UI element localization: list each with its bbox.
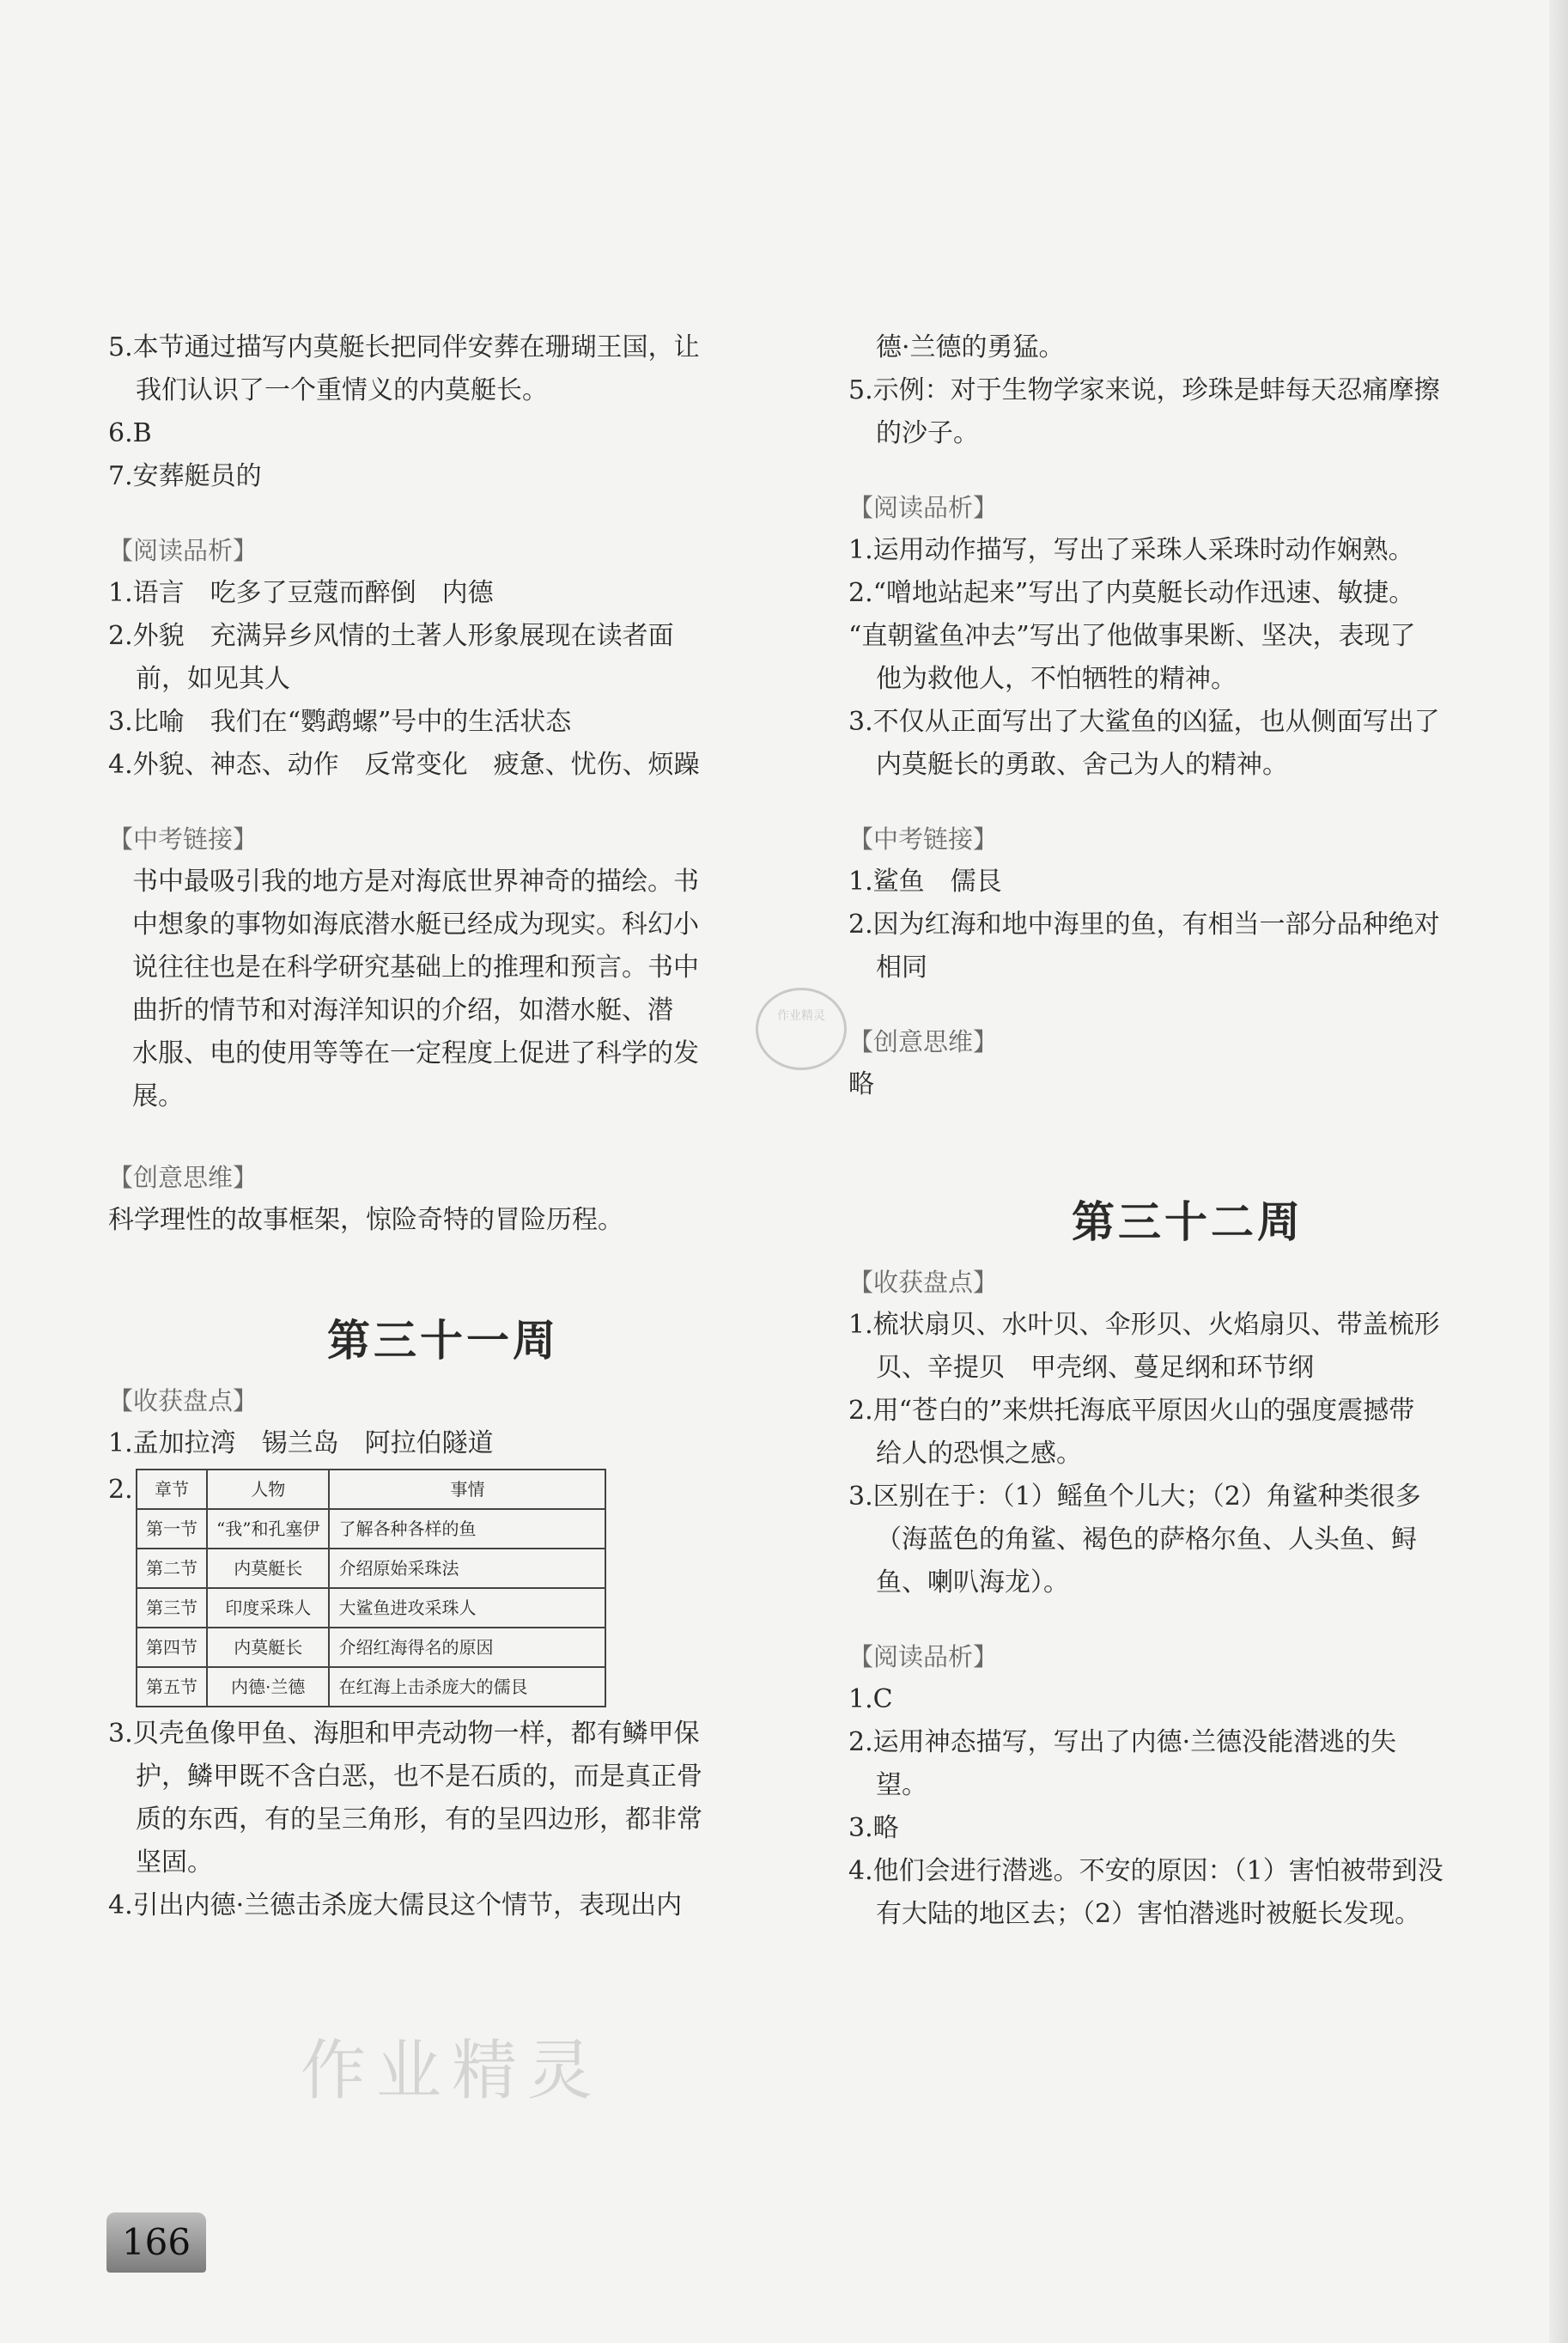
left-top-items (108, 326, 778, 498)
answer-item: 5.本节通过描写内莫艇长把同伴安葬在珊瑚王国，让 我们认识了一个重情义的内莫艇长。 (108, 332, 700, 405)
table-cell: 大鲨鱼进攻采珠人 (329, 1588, 605, 1628)
answer-item: 1.鲨鱼 儒艮 (848, 867, 1002, 897)
answer-item: 4.他们会进行潜逃。不安的原因：（1）害怕被带到没 有大陆的地区去；（2）害怕潜逃时被艇长发现。 (848, 1856, 1443, 1929)
section-heading: 【阅读品析】 (848, 1642, 999, 1671)
table-cell: 内德·兰德 (207, 1667, 329, 1707)
answer-item: 2.外貌 充满异乡风情的土著人形象展现在读者面 前，如见其人 (108, 621, 674, 694)
table-cell: 第一节 (137, 1509, 207, 1549)
right-column (848, 326, 1527, 1936)
answer-item: 6.B (108, 418, 152, 448)
answer-item: 3.贝壳鱼像甲鱼、海胆和甲壳动物一样，都有鳞甲保 护，鳞甲既不含白恶，也不是石质的，而是真正骨 质的东西，有的呈三角形，有的呈四边形，都非常 坚固。 (108, 1719, 702, 1877)
table-cell: 第二节 (137, 1549, 207, 1588)
table-row (137, 1667, 605, 1707)
answer-item: 4.引出内德·兰德击杀庞大儒艮这个情节，表现出内 (108, 1890, 683, 1920)
answer-item: 7.安葬艇员的 (108, 461, 262, 491)
answer-item: 1.孟加拉湾 锡兰岛 阿拉伯隧道 (108, 1428, 494, 1458)
answer-item: 3.不仅从正面写出了大鲨鱼的凶猛，也从侧面写出了 内莫艇长的勇敢、舍己为人的精神。 (848, 707, 1440, 780)
table-cell: 第五节 (137, 1667, 207, 1707)
page-number: 166 (106, 2212, 206, 2273)
section-heading: 【中考链接】 (108, 825, 258, 854)
section-heading: 【创意思维】 (848, 1027, 999, 1056)
table-row (137, 1588, 605, 1628)
table-row (137, 1628, 605, 1667)
chapter-table (136, 1469, 606, 1707)
table-header: 事情 (329, 1470, 605, 1509)
table-header: 人物 (207, 1470, 329, 1509)
answer-item: 5.示例：对于生物学家来说，珍珠是蚌每天忍痛摩擦 的沙子。 (848, 375, 1440, 448)
section-heading: 【收获盘点】 (108, 1386, 258, 1415)
section-heading: 【阅读品析】 (108, 536, 258, 565)
table-cell: 第四节 (137, 1628, 207, 1667)
table-cell: 介绍红海得名的原因 (329, 1628, 605, 1667)
watermark-text: 作业精灵 (301, 2032, 603, 2109)
table-cell: 印度采珠人 (207, 1588, 329, 1628)
answer-item: 2.因为红海和地中海里的鱼，有相当一部分品种绝对 相同 (848, 910, 1440, 983)
page-fold-shadow (1549, 0, 1568, 2343)
watermark-stamp: 作业精灵 (756, 988, 847, 1070)
table-cell: 了解各种各样的鱼 (329, 1509, 605, 1549)
table-cell: 在红海上击杀庞大的儒艮 (329, 1667, 605, 1707)
table-cell: 第三节 (137, 1588, 207, 1628)
answer-item: 1.C (848, 1684, 893, 1714)
section-heading: 【阅读品析】 (848, 493, 999, 522)
table-header-row (137, 1470, 605, 1509)
table-number: 2. (108, 1475, 133, 1505)
answer-item: 3.区别在于：（1）鳐鱼个儿大；（2）角鲨种类很多 （海蓝色的角鲨、褐色的萨格尔鱼、人头鱼、鲟 鱼、喇叭海龙）。 (848, 1482, 1421, 1598)
section-heading: 【中考链接】 (848, 825, 999, 854)
answer-paragraph: 书中最吸引我的地方是对海底世界神奇的描绘。书 中想象的事物如海底潜水艇已经成为现实。科幻小 说往往也是在科学研究基础上的推理和预言。书中 曲折的情节和对海洋知识的介绍，如潜水艇、潜 水服、电的使用等等在一定程度上促进了科学的发 展。 (132, 867, 699, 1111)
answer-item: 2.用“苍白的”来烘托海底平原因火山的强度震撼带 给人的恐惧之感。 (848, 1396, 1415, 1469)
answer-item: 1.梳状扇贝、水叶贝、伞形贝、火焰扇贝、带盖梳形 贝、辛提贝 甲壳纲、蔓足纲和环节纲 (848, 1310, 1440, 1383)
answer-item: 3.略 (848, 1813, 899, 1843)
table-cell: 内莫艇长 (207, 1549, 329, 1588)
answer-text: 科学理性的故事框架，惊险奇特的冒险历程。 (108, 1205, 623, 1235)
answer-text: 略 (848, 1069, 874, 1099)
answer-item: 2.“噌地站起来”写出了内莫艇长动作迅速、敏捷。 (848, 578, 1415, 608)
table-cell: “我”和孔塞伊 (207, 1509, 329, 1549)
week-title: 第三十二周 (1072, 1196, 1304, 1247)
left-column (108, 326, 778, 1927)
answer-item: “直朝鲨鱼冲去”写出了他做事果断、坚决，表现了 他为救他人，不怕牺牲的精神。 (848, 621, 1416, 694)
table-cell: 内莫艇长 (207, 1628, 329, 1667)
answer-item: 3.比喻 我们在“鹦鹉螺”号中的生活状态 (108, 707, 572, 737)
table-header: 章节 (137, 1470, 207, 1509)
table-cell: 介绍原始采珠法 (329, 1549, 605, 1588)
table-row (137, 1509, 605, 1549)
answer-item: 4.外貌、神态、动作 反常变化 疲惫、忧伤、烦躁 (108, 750, 700, 780)
answer-item: 2.运用神态描写，写出了内德·兰德没能潜逃的失 望。 (848, 1727, 1397, 1800)
table-row (137, 1549, 605, 1588)
answer-item: 1.运用动作描写，写出了采珠人采珠时动作娴熟。 (848, 535, 1414, 565)
chapter-table-block (108, 1469, 778, 1707)
section-heading: 【创意思维】 (108, 1163, 258, 1192)
section-heading: 【收获盘点】 (848, 1268, 999, 1297)
answer-continuation: 德·兰德的勇猛。 (876, 332, 1065, 362)
week-title: 第三十一周 (327, 1315, 559, 1366)
answer-item: 1.语言 吃多了豆蔻而醉倒 内德 (108, 578, 494, 608)
